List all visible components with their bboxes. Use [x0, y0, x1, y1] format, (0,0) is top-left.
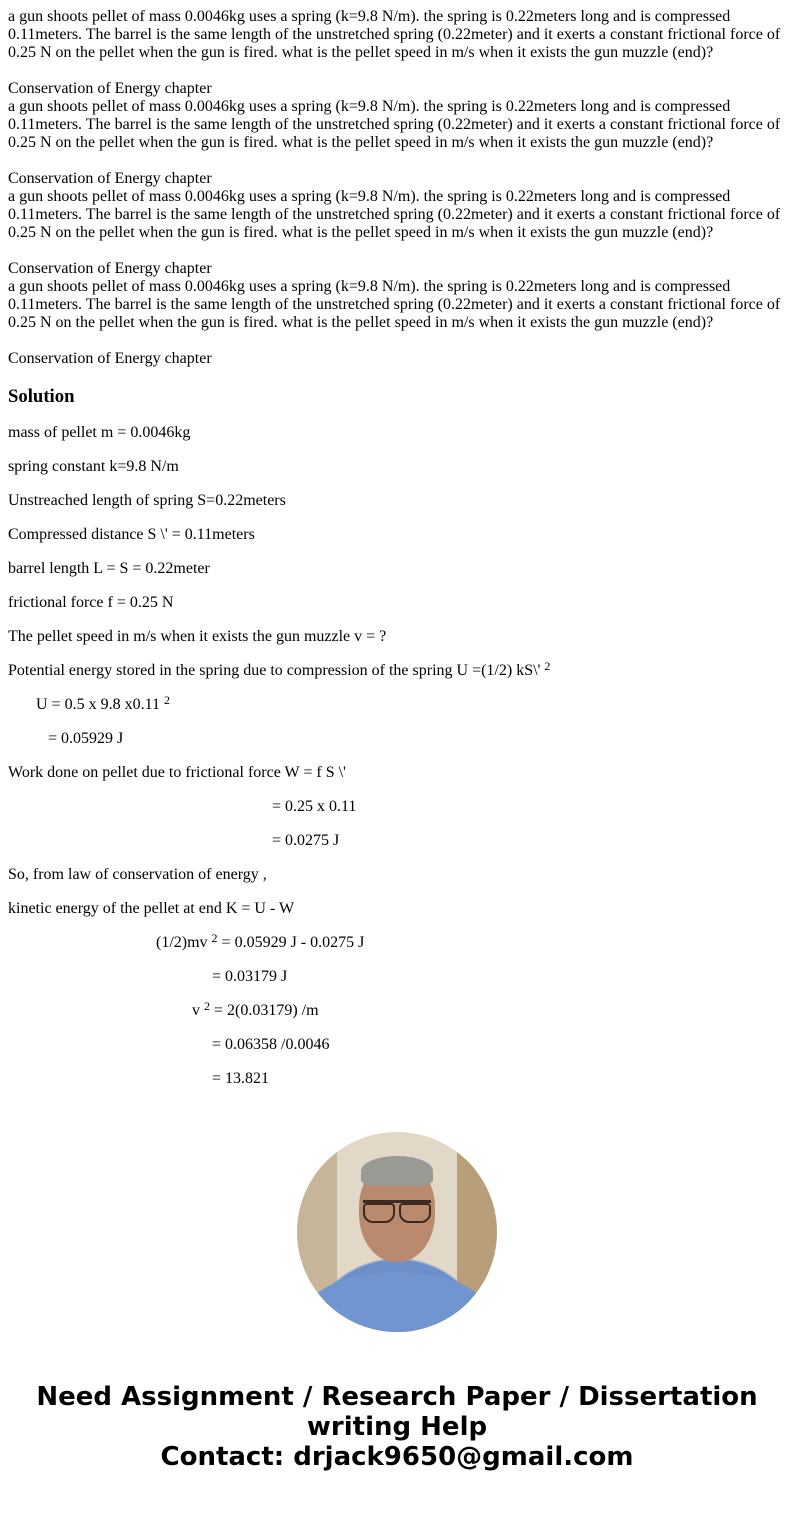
question-paragraph: a gun shoots pellet of mass 0.0046kg uses a spring (k=9.8 N/m). the spring is 0.22meters long and is compressed 0.11meters. The barrel is the same length of the unstretched spring (0.22meter) and it exerts a constant frictional force of 0.25 N on the pellet when the gun is fired. what is the pellet speed in m/s when it exists the gun muzzle (end)? — [8, 98, 781, 151]
question-paragraph: a gun shoots pellet of mass 0.0046kg uses a spring (k=9.8 N/m). the spring is 0.22meters long and is compressed 0.11meters. The barrel is the same length of the unstretched spring (0.22meter) and it exerts a constant frictional force of 0.25 N on the pellet when the gun is fired. what is the pellet speed in m/s when it exists the gun muzzle (end)? — [8, 8, 781, 61]
question-chapter: Conservation of Energy chapter — [8, 170, 212, 187]
unknown-speed: The pellet speed in m/s when it exists the gun muzzle v = ? — [8, 628, 387, 645]
ke-equation: (1/2)mv $^2$ = 0.05929 J - 0.0275 J — [156, 931, 365, 951]
question-chapter: Conservation of Energy chapter — [8, 350, 212, 367]
question-text — [8, 8, 786, 368]
v2-calc: = 0.06358 /0.0046 — [212, 1036, 330, 1053]
v2-result: = 13.821 — [212, 1070, 270, 1087]
footer-contact: Contact: drjack9650@gmail.com — [160, 1442, 634, 1472]
given-barrel: barrel length L = S = 0.22meter — [8, 560, 210, 577]
w-calc: = 0.25 x 0.11 — [272, 798, 357, 815]
ke-result: = 0.03179 J — [212, 968, 288, 985]
given-compression: Compressed distance S \' = 0.11meters — [8, 526, 255, 543]
given-length: Unstreached length of spring S=0.22meters — [8, 492, 286, 509]
given-spring-constant: spring constant k=9.8 N/m — [8, 458, 179, 475]
question-chapter: Conservation of Energy chapter — [8, 260, 212, 277]
given-mass: mass of pellet m = 0.0046kg — [8, 424, 191, 441]
author-avatar — [297, 1132, 497, 1332]
contact-footer — [0, 1382, 794, 1502]
potential-energy-line: Potential energy stored in the spring due to compression of the spring U =(1/2) kS\' $^2$ — [8, 659, 551, 679]
solution-heading: Solution — [8, 386, 75, 407]
given-friction: frictional force f = 0.25 N — [8, 594, 174, 611]
u-calc: U = 0.5 x 9.8 x0.11 $^2$ — [36, 693, 170, 713]
work-line: Work done on pellet due to frictional force W = f S \' — [8, 764, 346, 781]
glasses-icon — [363, 1200, 431, 1219]
footer-promo: Need Assignment / Research Paper / Dissertation writing Help — [36, 1382, 758, 1442]
w-result: = 0.0275 J — [272, 832, 340, 849]
v2-equation: v $^2$ = 2(0.03179) /m — [192, 999, 319, 1019]
question-chapter: Conservation of Energy chapter — [8, 80, 212, 97]
question-paragraph: a gun shoots pellet of mass 0.0046kg uses a spring (k=9.8 N/m). the spring is 0.22meters long and is compressed 0.11meters. The barrel is the same length of the unstretched spring (0.22meter) and it exerts a constant frictional force of 0.25 N on the pellet when the gun is fired. what is the pellet speed in m/s when it exists the gun muzzle (end)? — [8, 278, 781, 331]
question-paragraph: a gun shoots pellet of mass 0.0046kg uses a spring (k=9.8 N/m). the spring is 0.22meters long and is compressed 0.11meters. The barrel is the same length of the unstretched spring (0.22meter) and it exerts a constant frictional force of 0.25 N on the pellet when the gun is fired. what is the pellet speed in m/s when it exists the gun muzzle (end)? — [8, 188, 781, 241]
ke-line: kinetic energy of the pellet at end K = U - W — [8, 900, 295, 917]
conservation-line: So, from law of conservation of energy , — [8, 866, 267, 883]
u-result: = 0.05929 J — [48, 730, 124, 747]
